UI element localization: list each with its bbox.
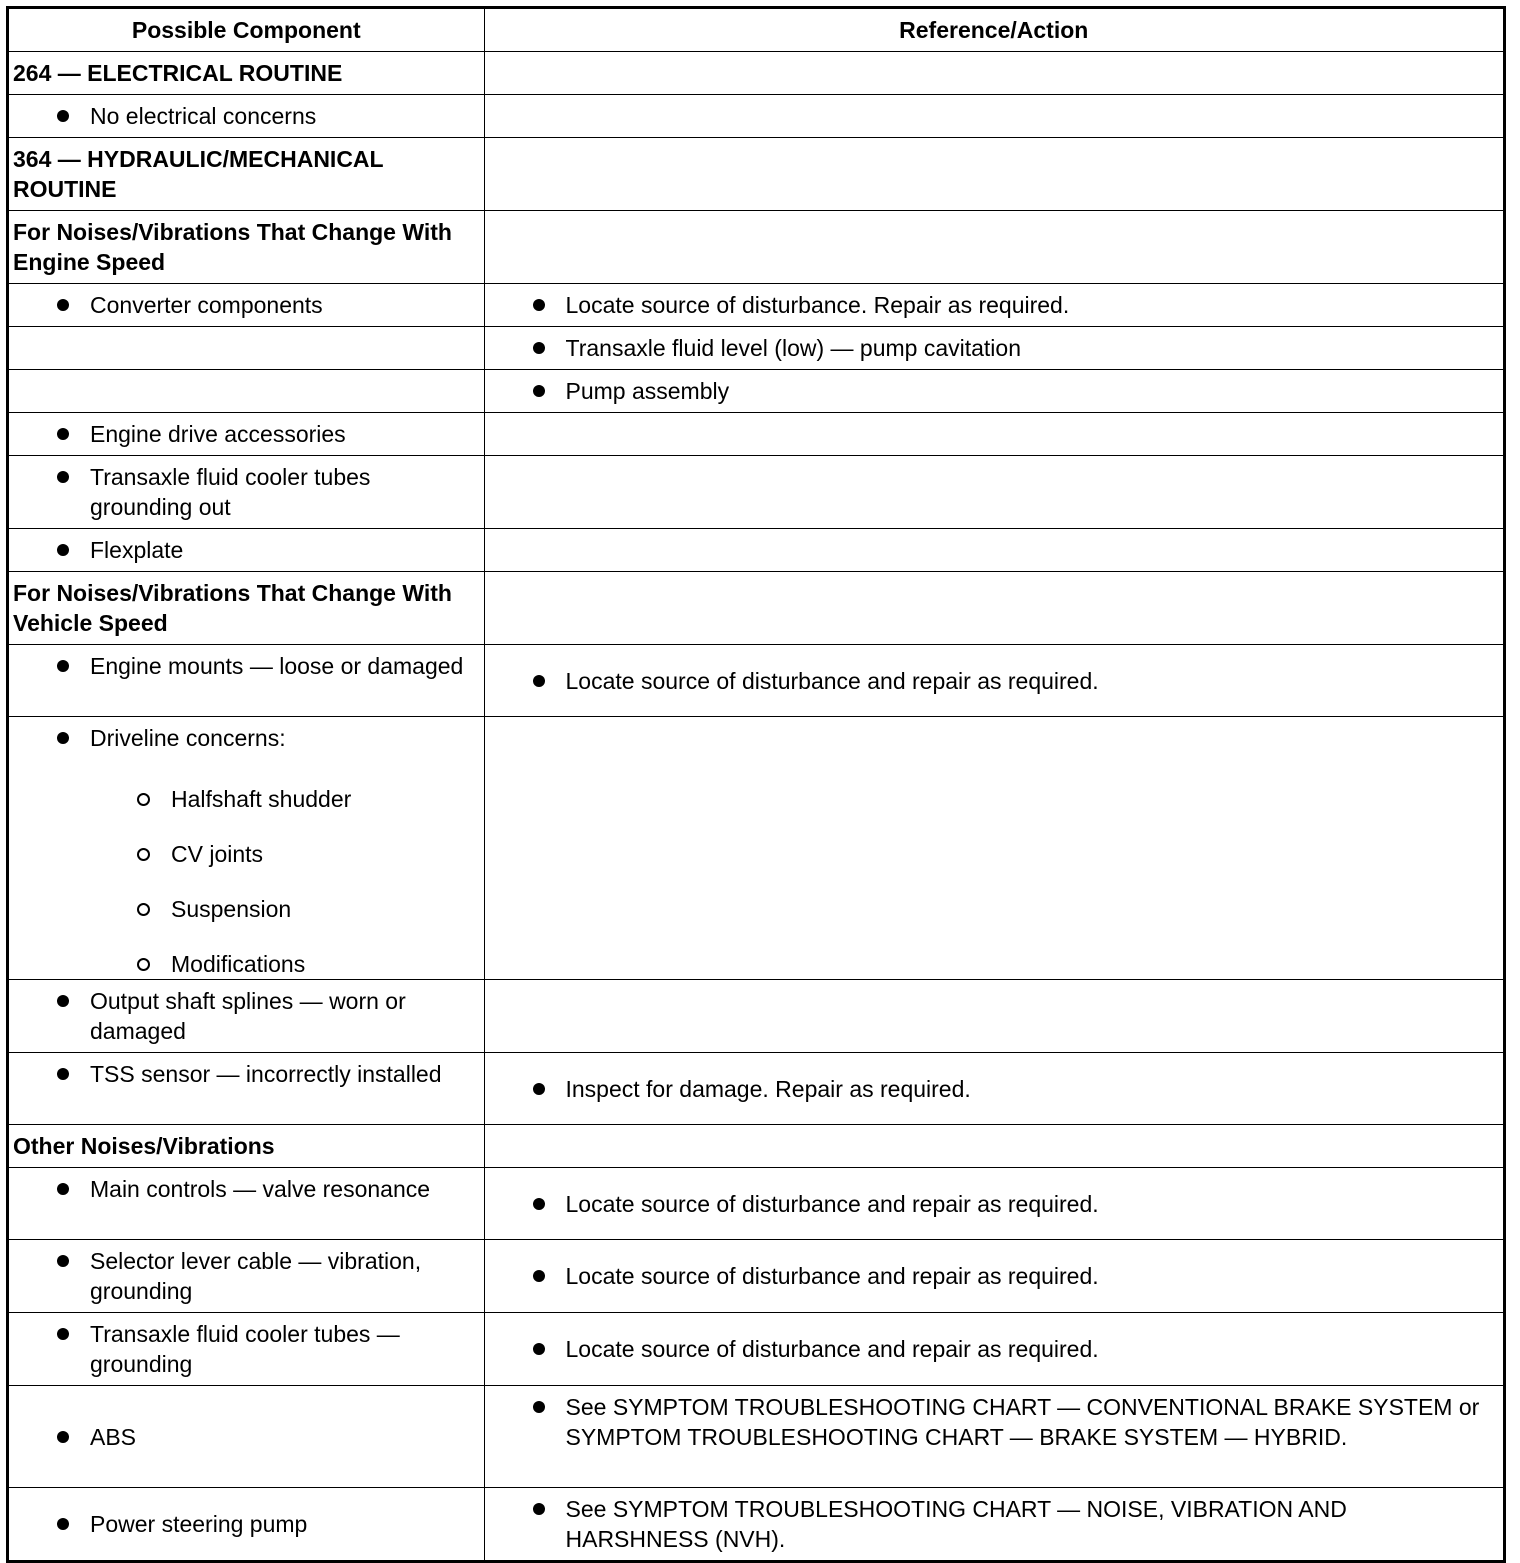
troubleshooting-table xyxy=(6,6,1506,1563)
bullet-icon xyxy=(57,732,69,744)
table-row xyxy=(9,645,1503,717)
bullet-icon xyxy=(57,471,69,483)
table-row xyxy=(9,413,1503,456)
section-row xyxy=(9,572,1503,645)
sub-list-item: Modifications xyxy=(9,949,484,979)
bullet-icon xyxy=(57,1183,69,1195)
sub-list-item: Halfshaft shudder xyxy=(9,784,484,814)
hollow-bullet-icon xyxy=(137,848,150,861)
sub-list-item: CV joints xyxy=(9,839,484,869)
component-text: Engine mounts — loose or damaged xyxy=(90,653,464,679)
bullet-icon xyxy=(57,544,69,556)
component-text: Main controls — valve resonance xyxy=(90,1176,431,1202)
action-text: See SYMPTOM TROUBLESHOOTING CHART — CONVENTIONAL BRAKE SYSTEM or SYMPTOM TROUBLESHOOTING CHART — BRAKE SYSTEM — HYBRID. xyxy=(565,1394,1480,1450)
section-heading: For Noises/Vibrations That Change With Vehicle Speed xyxy=(13,580,452,636)
table-row xyxy=(9,95,1503,138)
component-text: Flexplate xyxy=(90,537,184,563)
bullet-icon xyxy=(533,1401,545,1413)
bullet-icon xyxy=(533,1270,545,1282)
bullet-icon xyxy=(57,110,69,122)
action-text: Transaxle fluid level (low) — pump cavitation xyxy=(565,335,1021,361)
action-text: Locate source of disturbance. Repair as required. xyxy=(565,292,1070,318)
table-row xyxy=(9,456,1503,529)
bullet-icon xyxy=(57,1518,69,1530)
column-header-action: Reference/Action xyxy=(484,9,1503,52)
table-row xyxy=(9,284,1503,327)
table-row xyxy=(9,717,1503,980)
component-text: Selector lever cable — vibration, grounding xyxy=(90,1248,422,1304)
component-text: Converter components xyxy=(90,292,323,318)
sub-list-item: Suspension xyxy=(9,894,484,924)
action-text: See SYMPTOM TROUBLESHOOTING CHART — NOISE, VIBRATION AND HARSHNESS (NVH). xyxy=(565,1496,1347,1552)
bullet-icon xyxy=(57,1328,69,1340)
bullet-icon xyxy=(533,1198,545,1210)
table-row xyxy=(9,1386,1503,1488)
section-heading: For Noises/Vibrations That Change With Engine Speed xyxy=(13,219,452,275)
table-row xyxy=(9,980,1503,1053)
bullet-icon xyxy=(57,428,69,440)
action-text: Locate source of disturbance and repair as required. xyxy=(565,1336,1099,1362)
bullet-icon xyxy=(533,299,545,311)
bullet-icon xyxy=(57,1068,69,1080)
table-row xyxy=(9,529,1503,572)
bullet-icon xyxy=(57,995,69,1007)
hollow-bullet-icon xyxy=(137,958,150,971)
bullet-icon xyxy=(533,342,545,354)
action-text: Locate source of disturbance and repair as required. xyxy=(565,1190,1099,1217)
table-row xyxy=(9,370,1503,413)
table-row xyxy=(9,1313,1503,1386)
component-text: Output shaft splines — worn or damaged xyxy=(90,988,406,1044)
section-row xyxy=(9,211,1503,284)
action-text: Locate source of disturbance and repair as required. xyxy=(565,1263,1099,1289)
bullet-icon xyxy=(533,1083,545,1095)
section-row xyxy=(9,1125,1503,1168)
component-text: Transaxle fluid cooler tubes — grounding xyxy=(90,1321,400,1377)
component-text: No electrical concerns xyxy=(90,103,317,129)
column-header-component: Possible Component xyxy=(9,9,484,52)
component-text: Engine drive accessories xyxy=(90,421,346,447)
table-row xyxy=(9,327,1503,370)
bullet-icon xyxy=(57,1255,69,1267)
component-text: TSS sensor — incorrectly installed xyxy=(90,1061,442,1087)
section-heading: 364 — HYDRAULIC/MECHANICAL ROUTINE xyxy=(13,146,384,202)
bullet-icon xyxy=(533,1343,545,1355)
action-text: Pump assembly xyxy=(565,378,730,404)
component-text: ABS xyxy=(90,1423,137,1450)
bullet-icon xyxy=(57,299,69,311)
action-text: Locate source of disturbance and repair as required. xyxy=(565,667,1099,694)
bullet-icon xyxy=(57,660,69,672)
table-header-row xyxy=(9,9,1503,52)
hollow-bullet-icon xyxy=(137,793,150,806)
bullet-icon xyxy=(533,675,545,687)
bullet-icon xyxy=(57,1431,69,1443)
table-row xyxy=(9,1053,1503,1125)
hollow-bullet-icon xyxy=(137,903,150,916)
section-heading: 264 — ELECTRICAL ROUTINE xyxy=(13,60,343,86)
table-row xyxy=(9,1240,1503,1313)
bullet-icon xyxy=(533,385,545,397)
section-heading: Other Noises/Vibrations xyxy=(13,1133,275,1159)
table-row xyxy=(9,1488,1503,1561)
bullet-icon xyxy=(533,1503,545,1515)
component-text: Driveline concerns: xyxy=(90,725,286,751)
section-row xyxy=(9,52,1503,95)
action-text: Inspect for damage. Repair as required. xyxy=(565,1075,971,1102)
component-text: Power steering pump xyxy=(90,1511,308,1537)
section-row xyxy=(9,138,1503,211)
table-row xyxy=(9,1168,1503,1240)
component-text: Transaxle fluid cooler tubes grounding out xyxy=(90,464,371,520)
